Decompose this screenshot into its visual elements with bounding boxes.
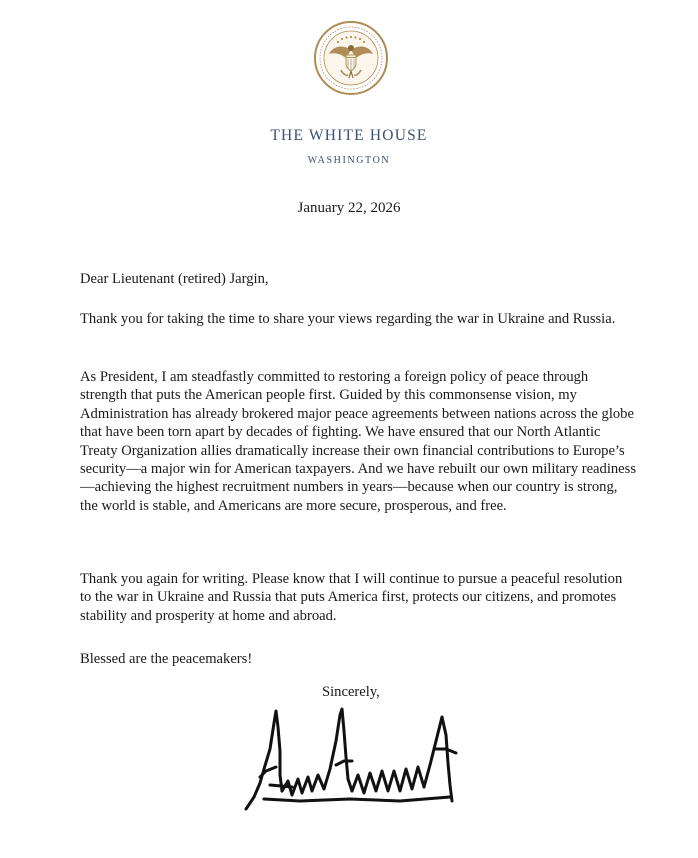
paragraph-4: Blessed are the peacemakers! [80, 651, 253, 667]
handwritten-signature [240, 705, 470, 820]
closing: Sincerely, [322, 684, 380, 700]
paragraph-3: Thank you again for writing. Please know that I will continue to pursue a peaceful resolution to the war in Ukraine and Russia that puts America first, protects our citizens, and promotes stability and prosperity at home and abroad. [80, 571, 623, 624]
paragraph-2: As President, I am steadfastly committed to restoring a foreign policy of peace through strength that puts the American people first. Guided by this commonsense vision, my Administration has already brokered major peace agreements between nations across the globe that have been torn apart by decades of fighting. We have ensured that our North Atlantic Treaty Organization allies dramatically increase their own financial contributions to Europe’s security—a major win for American taxpayers. And we have rebuilt our own military readiness—achieving the highest recruitment numbers in years—because when our country is strong, the world is stable, and Americans are more secure, prosperous, and free. [80, 369, 637, 514]
salutation: Dear Lieutenant (retired) Jargin, [80, 271, 269, 287]
letterhead-title: THE WHITE HOUSE [270, 127, 428, 144]
letter-date: January 22, 2026 [297, 200, 401, 216]
paragraph-1: Thank you for taking the time to share your views regarding the war in Ukraine and Russia. [80, 311, 616, 327]
letterhead-city: WASHINGTON [307, 155, 391, 166]
presidential-seal-icon [313, 20, 389, 96]
